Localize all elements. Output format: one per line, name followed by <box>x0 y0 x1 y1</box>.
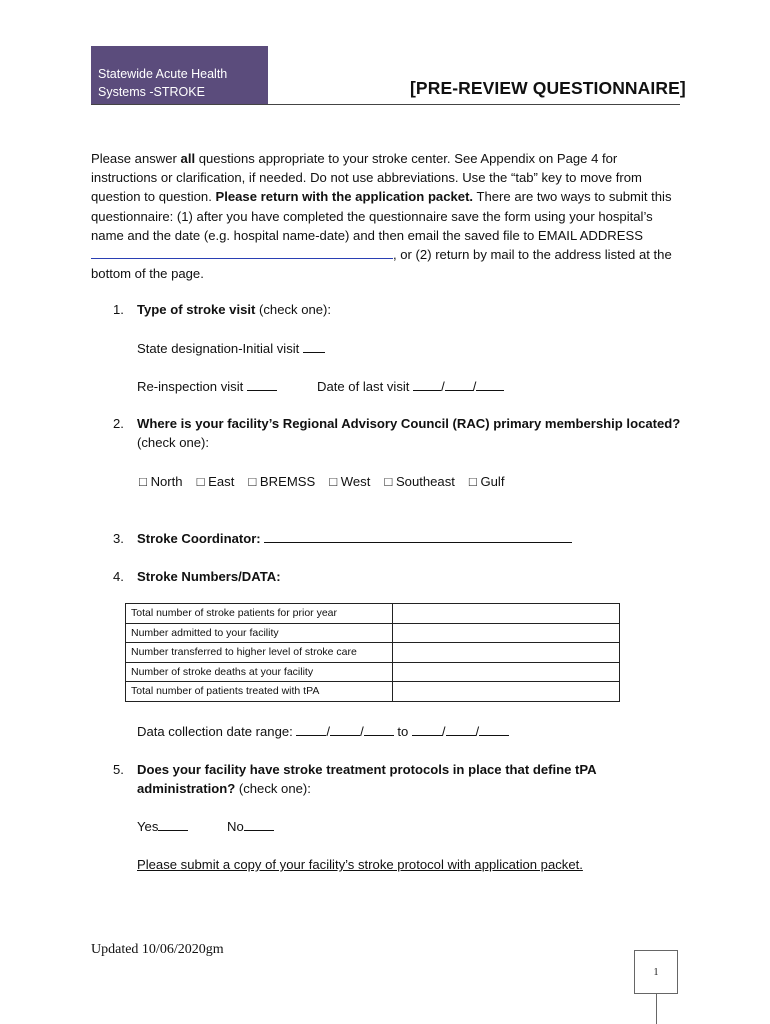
header-divider <box>91 104 680 105</box>
yes-field[interactable] <box>158 818 188 831</box>
question-1-text <box>137 300 331 319</box>
rac-option-east[interactable] <box>197 472 235 491</box>
initial-visit-label: State designation-Initial visit <box>137 341 303 356</box>
question-5-title: administration? <box>137 781 236 796</box>
reinspection-visit-label: Re-inspection visit <box>137 379 247 394</box>
reinspection-visit-field[interactable] <box>247 378 277 391</box>
question-5-title: Does your facility have stroke treatment protocols in place that define tPA <box>137 762 597 777</box>
question-number: 2. <box>113 416 124 431</box>
table-row-label: Number transferred to higher level of stroke care <box>126 643 393 663</box>
page-number: 1 <box>653 966 659 978</box>
question-number: 4. <box>113 569 124 584</box>
date-separator: / <box>472 379 477 394</box>
no-field[interactable] <box>244 818 274 831</box>
rac-option-label: West <box>340 474 371 489</box>
checkbox-icon[interactable]: □ <box>329 474 338 489</box>
stroke-data-table <box>125 603 620 702</box>
checkbox-icon[interactable]: □ <box>196 474 205 489</box>
question-number: 3. <box>113 531 124 546</box>
checkbox-icon[interactable]: □ <box>468 474 477 489</box>
data-collection-date-range <box>137 722 509 741</box>
last-visit-day-field[interactable] <box>445 378 473 391</box>
table-row <box>126 662 620 682</box>
instructions-text: There are two ways to submit this questionnaire: (1) after you have completed the questionnaire save the form using your hospital’s name and the date (e.g. hospital name-date) and then email the saved file to EMAIL ADDRESS <box>91 189 672 243</box>
protocol-yes-option <box>137 817 188 836</box>
rac-option-gulf[interactable] <box>469 472 505 491</box>
table-row-value-field[interactable] <box>393 604 620 624</box>
table-row <box>126 682 620 702</box>
checkbox-icon[interactable]: □ <box>139 474 147 489</box>
question-5-text <box>137 760 597 798</box>
stroke-coordinator-field[interactable] <box>264 530 572 543</box>
table-row-value-field[interactable] <box>393 623 620 643</box>
rac-options <box>139 472 518 491</box>
end-year-field[interactable] <box>479 723 509 736</box>
question-3-heading <box>0 529 770 549</box>
question-2-heading <box>0 414 770 454</box>
question-number: 5. <box>113 762 124 777</box>
last-visit-year-field[interactable] <box>476 378 504 391</box>
start-year-field[interactable] <box>364 723 394 736</box>
table-row-label: Number of stroke deaths at your facility <box>126 662 393 682</box>
table-row-value-field[interactable] <box>393 643 620 663</box>
table-row-value-field[interactable] <box>393 662 620 682</box>
question-1-suffix: (check one): <box>255 302 332 317</box>
last-visit-date <box>317 377 504 396</box>
question-3-text <box>137 529 572 548</box>
date-range-to: to <box>393 724 412 739</box>
question-4-heading <box>0 567 770 587</box>
organization-banner <box>91 46 268 104</box>
updated-date: Updated 10/06/2020gm <box>91 942 224 957</box>
rac-option-label: North <box>150 474 183 489</box>
date-separator: / <box>475 724 480 739</box>
instructions-text: Please answer <box>91 151 181 166</box>
no-label: No <box>227 819 244 834</box>
end-month-field[interactable] <box>412 723 442 736</box>
end-day-field[interactable] <box>446 723 476 736</box>
table-row <box>126 623 620 643</box>
rac-option-label: Southeast <box>395 474 455 489</box>
start-month-field[interactable] <box>296 723 326 736</box>
checkbox-icon[interactable]: □ <box>248 474 257 489</box>
question-2-text <box>137 414 680 452</box>
date-range-label: Data collection date range: <box>137 724 297 739</box>
question-2-suffix: (check one): <box>137 435 210 450</box>
table-row <box>126 604 620 624</box>
rac-option-north[interactable] <box>139 472 183 491</box>
checkbox-icon[interactable]: □ <box>384 474 393 489</box>
last-visit-month-field[interactable] <box>413 378 441 391</box>
table-row <box>126 643 620 663</box>
document-title: [PRE-REVIEW QUESTIONNAIRE] <box>410 78 686 98</box>
page-number-box <box>634 950 678 994</box>
protocol-submission-note: Please submit a copy of your facility’s stroke protocol with application packet. <box>137 857 583 872</box>
question-1-heading <box>0 300 770 320</box>
rac-option-bremss[interactable] <box>248 472 315 491</box>
date-separator: / <box>360 724 364 739</box>
question-3-title: Stroke Coordinator: <box>137 531 261 546</box>
organization-name-line2: Systems -STROKE <box>98 85 205 99</box>
initial-visit-field[interactable] <box>303 340 325 353</box>
rac-option-southeast[interactable] <box>384 472 455 491</box>
table-row-label: Total number of stroke patients for prior year <box>126 604 393 624</box>
instructions-return-note: Please return with the application packet. <box>215 189 474 205</box>
rac-option-label: East <box>208 474 235 489</box>
rac-option-label: Gulf <box>480 474 505 489</box>
question-2-title: Where is your facility’s Regional Advisory Council (RAC) primary membership located? <box>137 416 681 431</box>
rac-option-label: BREMSS <box>259 474 316 489</box>
instructions-paragraph <box>91 149 681 283</box>
reinspection-visit-option <box>137 377 277 396</box>
date-separator: / <box>441 724 446 739</box>
rac-option-west[interactable] <box>329 472 370 491</box>
date-separator: / <box>326 724 331 739</box>
question-number: 1. <box>113 302 124 317</box>
question-5-heading <box>0 760 770 800</box>
initial-visit-option <box>137 339 325 358</box>
table-row-label: Total number of patients treated with tPA <box>126 682 393 702</box>
date-separator: / <box>441 379 445 394</box>
email-address-field[interactable] <box>91 245 393 259</box>
page-number-connector <box>656 994 657 1024</box>
protocol-no-option <box>227 817 274 836</box>
table-row-label: Number admitted to your facility <box>126 623 393 643</box>
last-visit-label: Date of last visit <box>317 379 414 394</box>
yes-label: Yes <box>137 819 159 834</box>
start-day-field[interactable] <box>330 723 360 736</box>
table-row-value-field[interactable] <box>393 682 620 702</box>
instructions-emphasis-all: all <box>180 151 196 166</box>
question-5-suffix: (check one): <box>235 781 311 796</box>
instructions-text: , or (2) return by mail to the address listed at the bottom of the page. <box>91 247 672 282</box>
question-4-text <box>137 567 281 586</box>
question-4-title: Stroke Numbers/DATA: <box>137 569 281 584</box>
question-1-title: Type of stroke visit <box>137 302 256 317</box>
instructions-text: questions appropriate to your stroke center. See Appendix on Page 4 for instructions or clarification, if needed. Do not use abbreviations. Use the “tab” key to move from question to question. <box>91 151 642 205</box>
organization-name-line1: Statewide Acute Health <box>98 67 228 81</box>
